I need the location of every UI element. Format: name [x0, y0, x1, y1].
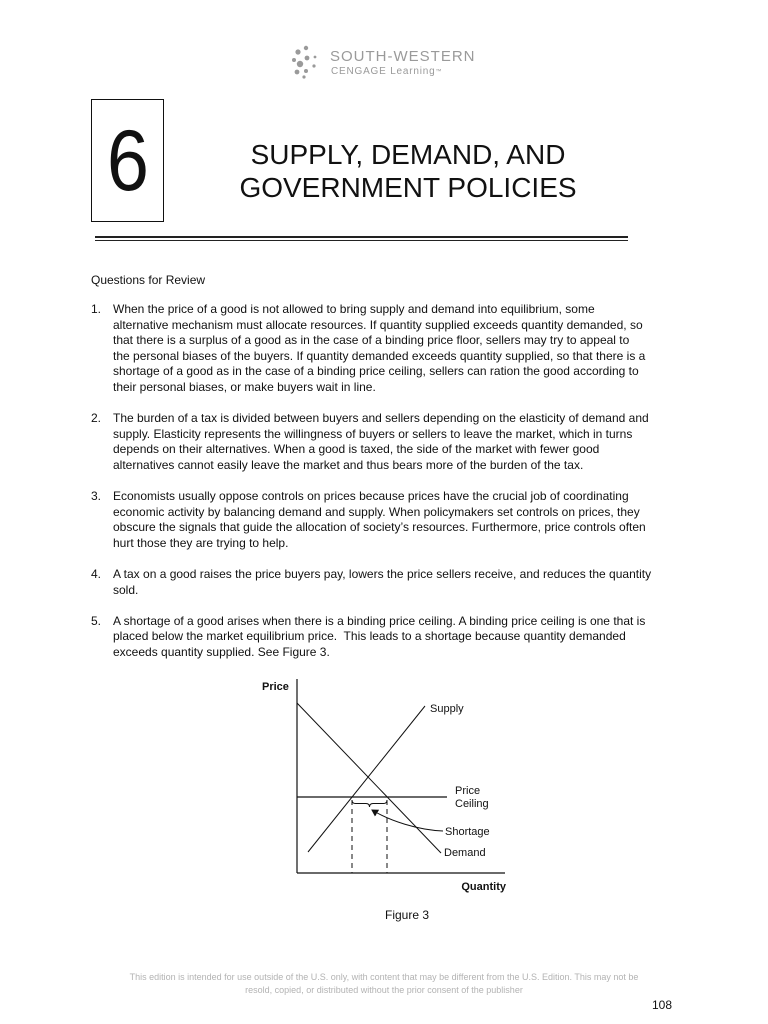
chapter-title-line-1: SUPPLY, DEMAND, AND [250, 139, 566, 170]
answer-text-line: When the price of a good is not allowed to bring supply and demand into equilibrium, some [113, 302, 595, 316]
question-answer [113, 614, 645, 661]
answer-text-line: their personal biases, or make buyers wait in line. [113, 379, 376, 394]
chapter-number-box [91, 99, 164, 222]
shortage-brace [352, 800, 387, 807]
publisher-name: SOUTH-WESTERN [330, 48, 476, 65]
price-ceiling-label-line-1: Price [455, 785, 481, 797]
answer-text-line: obscure the signals that guide the allocation of society’s resources. Furthermore, price controls often [113, 520, 646, 535]
question-answer [113, 302, 645, 396]
question-item [91, 489, 651, 551]
cengage-logo-icon [290, 44, 326, 80]
edition-notice-line-2: resold, copied, or distributed without the prior consent of the publisher [245, 985, 523, 995]
question-answer [113, 411, 649, 473]
answer-text-line: alternatives cannot easily leave the market and thus bears more of the burden of the tax. [113, 457, 584, 472]
shortage-arrow [372, 810, 443, 831]
figure-caption: Figure 3 [385, 908, 430, 922]
answer-text-line: Economists usually oppose controls on prices because prices have the crucial job of coordinating [113, 489, 629, 504]
trademark-mark: ™ [435, 69, 442, 75]
question-item [91, 411, 651, 473]
question-number: 1. [91, 302, 102, 316]
figure-3-diagram [250, 670, 510, 900]
supply-label: Supply [430, 703, 464, 715]
answer-text-line: shortage of a good as in the case of a binding price ceiling, sellers can ration the good according to [113, 364, 639, 379]
question-item [91, 614, 651, 661]
section-heading: Questions for Review [91, 273, 206, 287]
answer-text-line: placed below the market equilibrium price. This leads to a shortage because quantity demanded [113, 629, 626, 644]
question-item [91, 567, 651, 598]
chapter-title [198, 138, 618, 204]
answer-text-line: depends on their alternatives. When a good is taxed, the side of the market with fewer good [113, 442, 600, 457]
supply-curve [308, 706, 425, 852]
question-number: 2. [91, 411, 102, 426]
answer-text-line: that there is a surplus of a good as in the case of a binding price floor, sellers may try to appeal to [113, 333, 630, 348]
price-ceiling-label-line-2: Ceiling [455, 798, 489, 810]
answer-text-line: exceeds quantity supplied. See Figure 3. [113, 645, 330, 660]
question-number: 3. [91, 489, 102, 504]
chapter-number: 6 [106, 112, 149, 209]
edition-notice [0, 971, 768, 997]
answer-text-line: economic activity by balancing demand and supply. When policymakers set controls on prices, they [113, 504, 640, 519]
publisher-subname [331, 66, 442, 78]
demand-curve [297, 703, 441, 853]
page-number: 108 [652, 998, 673, 1012]
answer-text-line: A tax on a good raises the price buyers pay, lowers the price sellers receive, and reduces the quantity [113, 567, 652, 582]
double-rule-divider [95, 236, 628, 241]
answer-text-line: The burden of a tax is divided between buyers and sellers depending on the elasticity of demand and [113, 411, 649, 426]
quantity-axis-label: Quantity [461, 881, 506, 893]
demand-label: Demand [444, 847, 486, 859]
answer-text-line: sold. [113, 582, 139, 597]
price-axis-label: Price [262, 681, 289, 693]
questions-list [91, 302, 651, 676]
answer-text-line: A shortage of a good arises when there is a binding price ceiling. A binding price ceiling is one that is [113, 613, 646, 628]
question-answer [113, 567, 651, 598]
question-number: 5. [91, 613, 102, 628]
chapter-title-line-2: GOVERNMENT POLICIES [239, 172, 577, 203]
question-answer [113, 489, 646, 551]
publisher-subname-text: CENGAGE Learning [331, 66, 436, 77]
answer-text-line: the personal biases of the buyers. If quantity demanded exceeds quantity supplied, so that there is a [113, 348, 646, 363]
answer-text-line: alternative mechanism must allocate resources. If quantity supplied exceeds quantity demanded, so [113, 317, 643, 332]
question-number: 4. [91, 567, 102, 582]
question-item [91, 302, 651, 396]
edition-notice-line-1: This edition is intended for use outside of the U.S. only, with content that may be different from the U.S. Edition. This may not be [129, 972, 639, 982]
answer-text-line: supply. Elasticity represents the willingness of buyers or sellers to leave the market, which in turns [113, 426, 633, 441]
answer-text-line: hurt those they are trying to help. [113, 535, 289, 550]
shortage-label: Shortage [445, 826, 490, 838]
